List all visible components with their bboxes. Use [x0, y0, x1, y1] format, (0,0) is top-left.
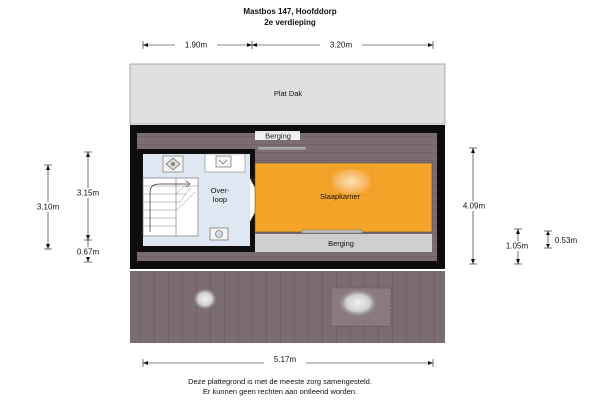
storage-bottom-label: Berging: [328, 239, 354, 248]
storage-top-label: Berging: [265, 131, 291, 141]
storage-bottom: [255, 234, 432, 252]
roof-window-small: [193, 288, 217, 310]
washing-machine-icon: [210, 228, 228, 240]
dim-top-left: 1.90m: [184, 40, 208, 50]
landing-label-1: Over-: [210, 186, 230, 195]
drain-icon: [163, 156, 183, 172]
landing-label-2: loop: [212, 195, 228, 204]
storage-top: [144, 131, 437, 150]
floor-title: 2e verdieping: [264, 18, 316, 27]
bedroom-label: Slaapkamer: [319, 192, 361, 201]
disclaimer-line-1: Deze plattegrond is met de meeste zorg samengesteld.: [188, 377, 372, 386]
staircase: [143, 178, 198, 236]
disclaimer-line-2: Er kunnen geen rechten aan ontleend worden.: [202, 387, 358, 396]
dim-right-small-b: 1.05m: [505, 241, 529, 251]
dim-right-small-a: 0.53m: [554, 236, 578, 245]
dimension-top: [143, 40, 433, 50]
flat-roof: [130, 64, 445, 124]
dim-left-outer: 3.10m: [36, 202, 60, 212]
dim-left-upper: 3.15m: [76, 188, 100, 198]
landing: [137, 149, 262, 252]
dimension-bottom: [143, 354, 433, 367]
dim-left-lower: 0.67m: [76, 247, 100, 257]
disclaimer: [0, 377, 560, 397]
lower-roof: [130, 271, 445, 343]
roof-label: Plat Dak: [273, 89, 303, 98]
address-title: Mastbos 147, Hoofddorp: [243, 7, 337, 16]
dim-top-right: 3.20m: [329, 40, 353, 50]
bedroom: [255, 163, 432, 233]
dimension-left: [30, 152, 108, 262]
dim-bottom: 5.17m: [273, 355, 297, 364]
dimension-right: [455, 148, 577, 264]
dim-right-main: 4.09m: [462, 201, 486, 211]
